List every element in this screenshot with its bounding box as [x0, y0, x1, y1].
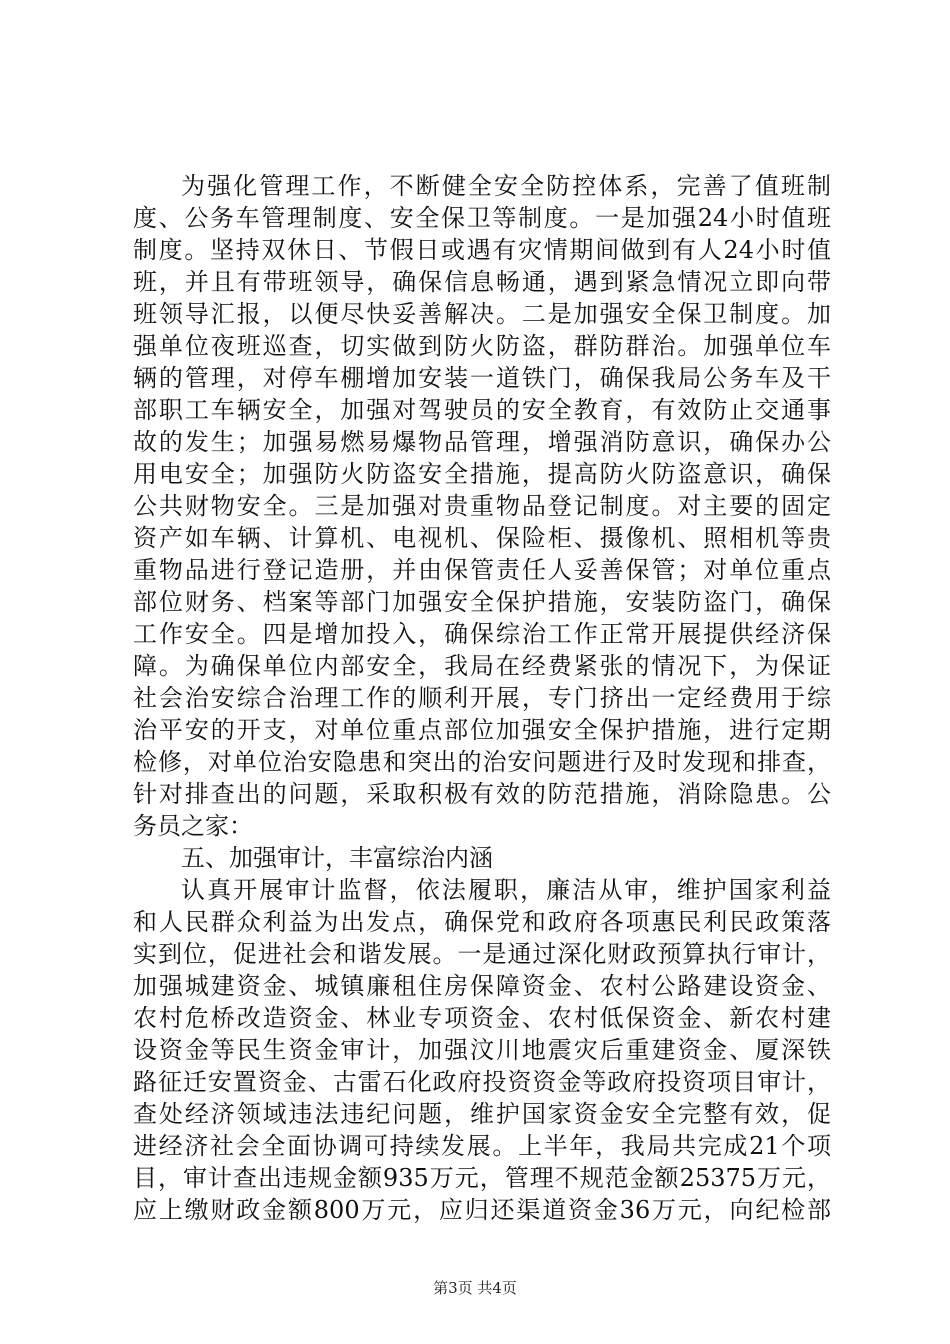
text-line: 工作安全。四是增加投入，确保综治工作正常开展提供经济保 — [133, 620, 831, 648]
text-line: 班，并且有带班领导，确保信息畅通，遇到紧急情况立即向带 — [133, 268, 831, 296]
text-line: 障。为确保单位内部安全，我局在经费紧张的情况下，为保证 — [133, 652, 831, 680]
text-line: 检修，对单位治安隐患和突出的治安问题进行及时发现和排查， — [133, 748, 831, 776]
section-heading: 五、加强审计，丰富综治内涵 — [181, 844, 493, 872]
text-line: 认真开展审计监督，依法履职，廉洁从审，维护国家利益 — [181, 876, 831, 904]
text-line: 治平安的开支，对单位重点部位加强安全保护措施，进行定期 — [133, 716, 831, 744]
text-line: 加强城建资金、城镇廉租住房保障资金、农村公路建设资金、 — [133, 972, 831, 1000]
page-number-footer: 第3页 共4页 — [433, 1279, 517, 1297]
body-text — [133, 170, 831, 1226]
text-line: 务员之家： — [133, 812, 253, 840]
text-line: 制度。坚持双休日、节假日或遇有灾情期间做到有人24小时值 — [133, 236, 831, 264]
text-line: 辆的管理，对停车棚增加安装一道铁门，确保我局公务车及干 — [133, 364, 831, 392]
text-line: 重物品进行登记造册，并由保管责任人妥善保管；对单位重点 — [133, 556, 831, 584]
text-line: 公共财物安全。三是加强对贵重物品登记制度。对主要的固定 — [133, 492, 831, 520]
text-line: 应上缴财政金额800万元，应归还渠道资金36万元，向纪检部 — [133, 1196, 831, 1224]
text-line: 故的发生；加强易燃易爆物品管理，增强消防意识，确保办公 — [133, 428, 831, 456]
text-line: 社会治安综合治理工作的顺利开展，专门挤出一定经费用于综 — [133, 684, 831, 712]
text-line: 用电安全；加强防火防盗安全措施，提高防火防盗意识，确保 — [133, 460, 831, 488]
text-line: 强单位夜班巡查，切实做到防火防盗，群防群治。加强单位车 — [133, 332, 831, 360]
text-line: 部职工车辆安全，加强对驾驶员的安全教育，有效防止交通事 — [133, 396, 831, 424]
text-line: 班领导汇报，以便尽快妥善解决。二是加强安全保卫制度。加 — [133, 300, 831, 328]
text-line: 农村危桥改造资金、林业专项资金、农村低保资金、新农村建 — [133, 1004, 831, 1032]
text-line: 进经济社会全面协调可持续发展。上半年，我局共完成21个项 — [133, 1132, 831, 1160]
text-line: 和人民群众利益为出发点，确保党和政府各项惠民利民政策落 — [133, 908, 831, 936]
text-line: 实到位，促进社会和谐发展。一是通过深化财政预算执行审计， — [133, 940, 831, 968]
text-line: 部位财务、档案等部门加强安全保护措施，安装防盗门，确保 — [133, 588, 831, 616]
text-line: 查处经济领域违法违纪问题，维护国家资金安全完整有效，促 — [133, 1100, 831, 1128]
text-line: 设资金等民生资金审计，加强汶川地震灾后重建资金、厦深铁 — [133, 1036, 831, 1064]
text-line: 路征迁安置资金、古雷石化政府投资资金等政府投资项目审计， — [133, 1068, 831, 1096]
text-line: 为强化管理工作，不断健全安全防控体系，完善了值班制 — [181, 172, 831, 200]
text-line: 资产如车辆、计算机、电视机、保险柜、摄像机、照相机等贵 — [133, 524, 831, 552]
text-line: 目，审计查出违规金额935万元，管理不规范金额25375万元， — [133, 1164, 831, 1192]
text-line: 度、公务车管理制度、安全保卫等制度。一是加强24小时值班 — [133, 204, 831, 232]
text-line: 针对排查出的问题，采取积极有效的防范措施，消除隐患。公 — [133, 780, 831, 808]
